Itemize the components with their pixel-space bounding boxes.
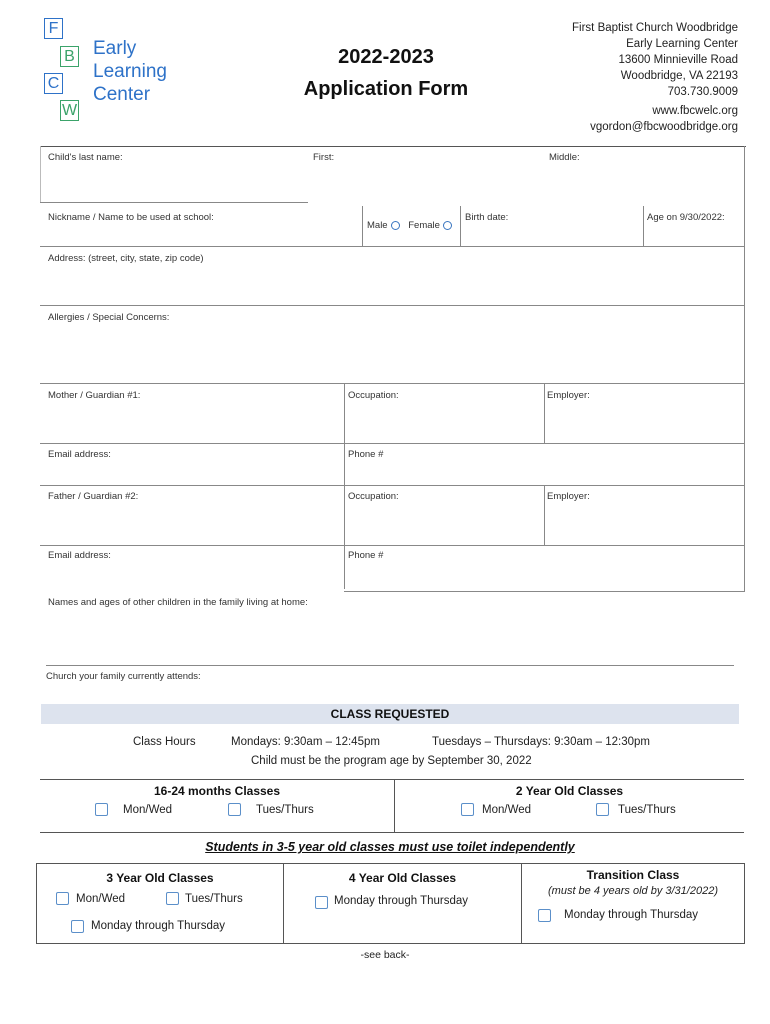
class-16-24-title: 16-24 months Classes: [153, 784, 281, 798]
class-4yr-monthu-label: Monday through Thursday: [334, 895, 469, 907]
field-mother-email[interactable]: Email address:: [48, 449, 111, 460]
logo-text-center: Center: [93, 84, 151, 105]
field-middle-name[interactable]: Middle:: [549, 152, 580, 163]
field-father[interactable]: Father / Guardian #2:: [48, 491, 139, 502]
class-2yr-tuesthurs-label: Tues/Thurs: [618, 804, 676, 816]
field-mother-occupation[interactable]: Occupation:: [348, 390, 399, 401]
gender-options: [367, 220, 452, 231]
logo-block-b: B: [60, 46, 79, 67]
female-radio[interactable]: [443, 221, 452, 230]
field-age[interactable]: Age on 9/30/2022:: [647, 212, 725, 223]
class-4yr-monthu-checkbox[interactable]: [315, 896, 328, 909]
field-father-employer[interactable]: Employer:: [547, 491, 590, 502]
field-first-name[interactable]: First:: [313, 152, 335, 163]
field-father-email[interactable]: Email address:: [48, 550, 111, 561]
contact-phone: 703.730.9009: [667, 86, 738, 98]
contact-city: Woodbridge, VA 22193: [620, 70, 738, 82]
class-2yr-title: 2 Year Old Classes: [515, 784, 624, 798]
class-3yr-tuesthurs-label: Tues/Thurs: [185, 893, 243, 905]
field-father-phone[interactable]: Phone #: [348, 550, 384, 561]
class-4yr-title: 4 Year Old Classes: [348, 871, 457, 885]
form-title: Application Form: [303, 78, 469, 100]
field-siblings[interactable]: Names and ages of other children in the family living at home:: [48, 597, 308, 608]
contact-center: Early Learning Center: [626, 38, 738, 50]
class-2yr-monwed-checkbox[interactable]: [461, 803, 474, 816]
male-radio[interactable]: [391, 221, 400, 230]
field-last-name[interactable]: Child's last name:: [48, 152, 123, 163]
contact-block: [572, 20, 738, 135]
logo-text-early: Early: [93, 38, 137, 59]
class-2yr-tuesthurs-checkbox[interactable]: [596, 803, 609, 816]
logo-block-w: W: [61, 102, 78, 119]
field-church[interactable]: Church your family currently attends:: [46, 671, 201, 682]
toilet-note: Students in 3-5 year old classes must use toilet independently: [205, 840, 575, 854]
contact-street: 13600 Minnieville Road: [618, 54, 738, 66]
logo-text-learning: Learning: [93, 61, 167, 82]
logo-block-c: C: [44, 73, 63, 94]
class-3yr-monthu-label: Monday through Thursday: [91, 920, 226, 932]
class-3yr-monwed-checkbox[interactable]: [56, 892, 69, 905]
field-allergies[interactable]: Allergies / Special Concerns:: [48, 312, 170, 323]
female-label: Female: [408, 220, 440, 231]
transition-monthu-checkbox[interactable]: [538, 909, 551, 922]
class-16-24-monwed-checkbox[interactable]: [95, 803, 108, 816]
class-3yr-monthu-checkbox[interactable]: [71, 920, 84, 933]
class-16-24-tuesthurs-label: Tues/Thurs: [256, 804, 314, 816]
field-mother[interactable]: Mother / Guardian #1:: [48, 390, 141, 401]
class-2yr-monwed-label: Mon/Wed: [482, 804, 532, 816]
class-requested-title: CLASS REQUESTED: [330, 707, 450, 721]
class-3yr-tuesthurs-checkbox[interactable]: [166, 892, 179, 905]
transition-note: (must be 4 years old by 3/31/2022): [548, 885, 718, 897]
class-3yr-title: 3 Year Old Classes: [106, 871, 214, 885]
logo-block-f: F: [44, 18, 63, 39]
transition-monthu-label: Monday through Thursday: [564, 909, 699, 921]
class-hours-label: Class Hours: [133, 736, 196, 748]
see-back-note: -see back-: [360, 949, 410, 961]
transition-title: Transition Class: [586, 868, 680, 882]
class-16-24-tuesthurs-checkbox[interactable]: [228, 803, 241, 816]
field-mother-phone[interactable]: Phone #: [348, 449, 384, 460]
age-note: Child must be the program age by September 30, 2022: [251, 755, 532, 767]
contact-org: First Baptist Church Woodbridge: [572, 22, 738, 34]
class-16-24-monwed-label: Mon/Wed: [123, 804, 173, 816]
field-father-occupation[interactable]: Occupation:: [348, 491, 399, 502]
field-mother-employer[interactable]: Employer:: [547, 390, 590, 401]
class-3yr-monwed-label: Mon/Wed: [76, 893, 126, 905]
male-label: Male: [367, 220, 388, 231]
contact-web[interactable]: www.fbcwelc.org: [652, 105, 738, 117]
field-nickname[interactable]: Nickname / Name to be used at school:: [48, 212, 214, 223]
class-hours-tue-thu: Tuesdays – Thursdays: 9:30am – 12:30pm: [432, 736, 650, 748]
field-birth-date[interactable]: Birth date:: [465, 212, 509, 223]
field-address[interactable]: Address: (street, city, state, zip code): [48, 253, 204, 264]
class-hours-mondays: Mondays: 9:30am – 12:45pm: [231, 736, 380, 748]
contact-email[interactable]: vgordon@fbcwoodbridge.org: [590, 121, 738, 133]
form-year: 2022-2023: [338, 46, 434, 68]
